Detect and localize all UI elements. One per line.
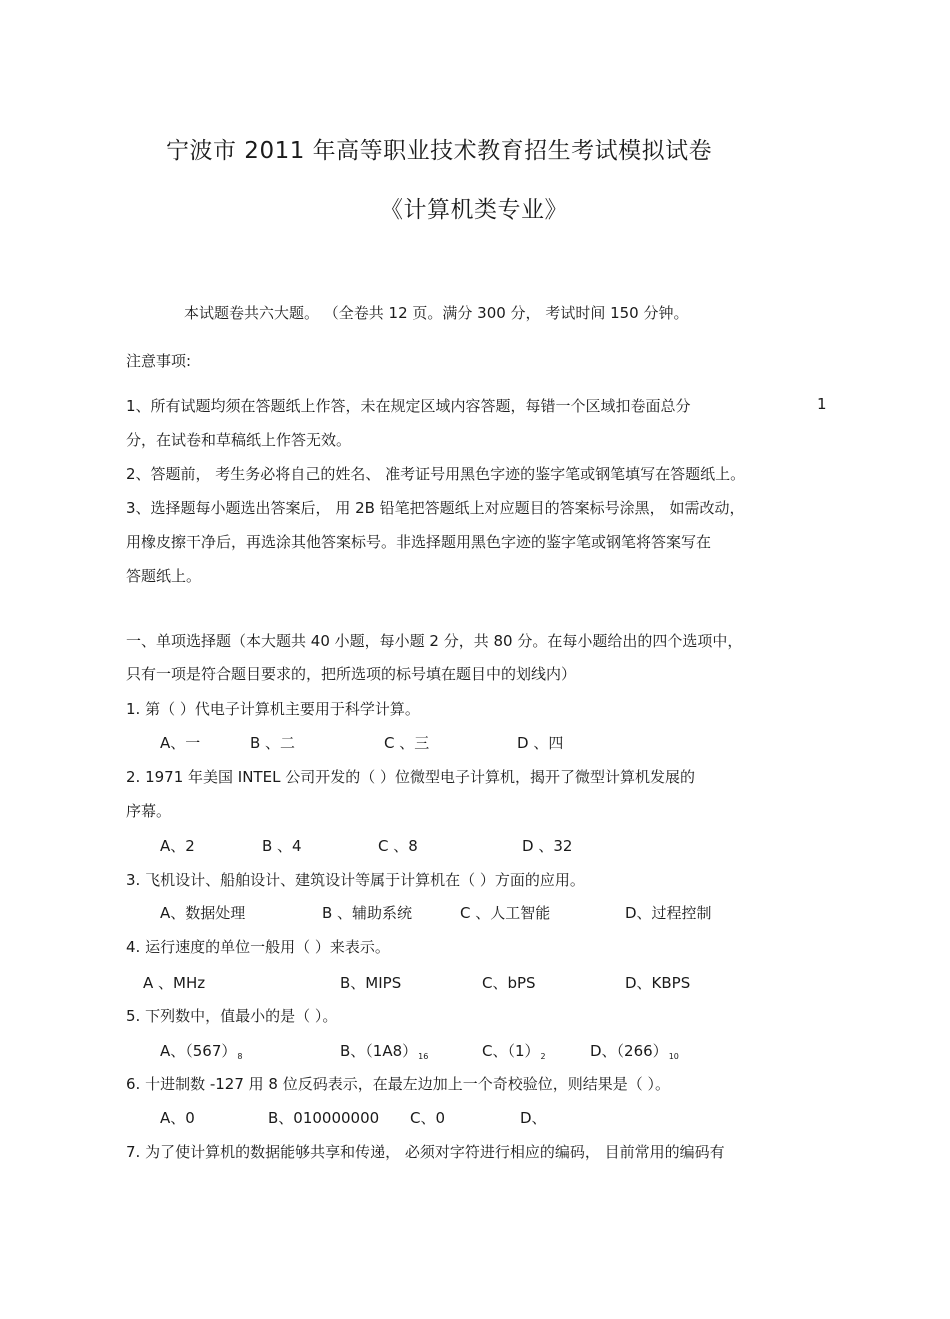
q5-option-a	[160, 1040, 243, 1061]
q5-option-c-base: 2	[540, 1052, 546, 1061]
notice-item-3: 3、选择题每小题选出答案后， 用 2B 铅笔把答题纸上对应题目的答案标号涂黑， 如需改动，	[126, 499, 745, 517]
q4-option-d: D、KBPS	[625, 974, 691, 992]
q4-option-c: C、bPS	[482, 974, 536, 992]
notice-item-3-end: 答题纸上。	[126, 567, 202, 585]
q5-option-d-value: D、（266）	[590, 1042, 668, 1060]
q6-option-a: A、0	[160, 1109, 195, 1127]
q5-option-d-base: 10	[668, 1052, 679, 1061]
q2-option-b: B 、4	[262, 837, 302, 855]
q4-option-a: A 、MHz	[143, 974, 206, 992]
q1-option-b: B 、二	[250, 734, 296, 752]
section-1-heading: 一、单项选择题（本大题共 40 小题，每小题 2 分，共 80 分。在每小题给出的四个选项中，	[126, 632, 743, 650]
q3-option-c: C 、人工智能	[460, 904, 551, 922]
q5-option-c-value: C、（1）	[482, 1042, 540, 1060]
question-2: 2. 1971 年美国 INTEL 公司开发的（ ）位微型电子计算机，揭开了微型计算机发展的	[126, 768, 695, 786]
q5-option-d	[590, 1040, 679, 1061]
question-4: 4. 运行速度的单位一般用（ ）来表示。	[126, 938, 390, 956]
notice-item-3-cont: 用橡皮擦干净后，再选涂其他答案标号。非选择题用黑色字迹的鉴字笔或钢笔将答案写在	[126, 533, 712, 551]
notice-item-1-cont: 分，在试卷和草稿纸上作答无效。	[126, 431, 352, 449]
section-1-instructions: 只有一项是符合题目要求的，把所选项的标号填在题目中的划线内）	[126, 665, 577, 683]
q5-option-b	[340, 1040, 428, 1061]
q2-option-a: A、2	[160, 837, 195, 855]
exam-subtitle: 《计算机类专业》	[380, 197, 568, 223]
q5-option-a-base: 8	[237, 1052, 243, 1061]
q6-option-b: B、010000000	[268, 1109, 380, 1127]
q1-option-d: D 、四	[517, 734, 564, 752]
notice-heading: 注意事项:	[126, 352, 192, 370]
intro-text: 本试题卷共六大题。 （全卷共 12 页。满分 300 分， 考试时间 150 分钟。	[184, 304, 689, 322]
question-5: 5. 下列数中，值最小的是（ ）。	[126, 1007, 338, 1025]
q2-option-c: C 、8	[378, 837, 418, 855]
question-2-cont: 序幕。	[126, 802, 172, 820]
q3-option-a: A、数据处理	[160, 904, 246, 922]
q6-option-d: D、	[520, 1109, 547, 1127]
q5-option-c	[482, 1040, 546, 1061]
question-3: 3. 飞机设计、船舶设计、建筑设计等属于计算机在（ ）方面的应用。	[126, 871, 585, 889]
notice-item-2: 2、答题前， 考生务必将自己的姓名、 准考证号用黑色字迹的鉴字笔或钢笔填写在答题纸上。	[126, 465, 746, 483]
q2-option-d: D 、32	[522, 837, 573, 855]
question-6: 6. 十进制数 -127 用 8 位反码表示，在最左边加上一个奇校验位，则结果是（ ）。	[126, 1075, 671, 1093]
question-7: 7. 为了使计算机的数据能够共享和传递， 必须对字符进行相应的编码， 目前常用的编码有	[126, 1143, 725, 1161]
q5-option-b-value: B、（1A8）	[340, 1042, 418, 1060]
q5-option-b-base: 16	[418, 1052, 429, 1061]
notice-item-1-number: 1	[817, 395, 827, 413]
q5-option-a-value: A、（567）	[160, 1042, 237, 1060]
q6-option-c: C、0	[410, 1109, 446, 1127]
q3-option-d: D、过程控制	[625, 904, 712, 922]
question-1: 1. 第（ ）代电子计算机主要用于科学计算。	[126, 700, 420, 718]
q4-option-b: B、MIPS	[340, 974, 402, 992]
q1-option-a: A、一	[160, 734, 201, 752]
exam-title: 宁波市 2011 年高等职业技术教育招生考试模拟试卷	[166, 138, 713, 164]
q1-option-c: C 、三	[384, 734, 430, 752]
notice-item-1: 1、所有试题均须在答题纸上作答，未在规定区域内容答题，每错一个区域扣卷面总分	[126, 397, 691, 415]
q3-option-b: B 、辅助系统	[322, 904, 413, 922]
